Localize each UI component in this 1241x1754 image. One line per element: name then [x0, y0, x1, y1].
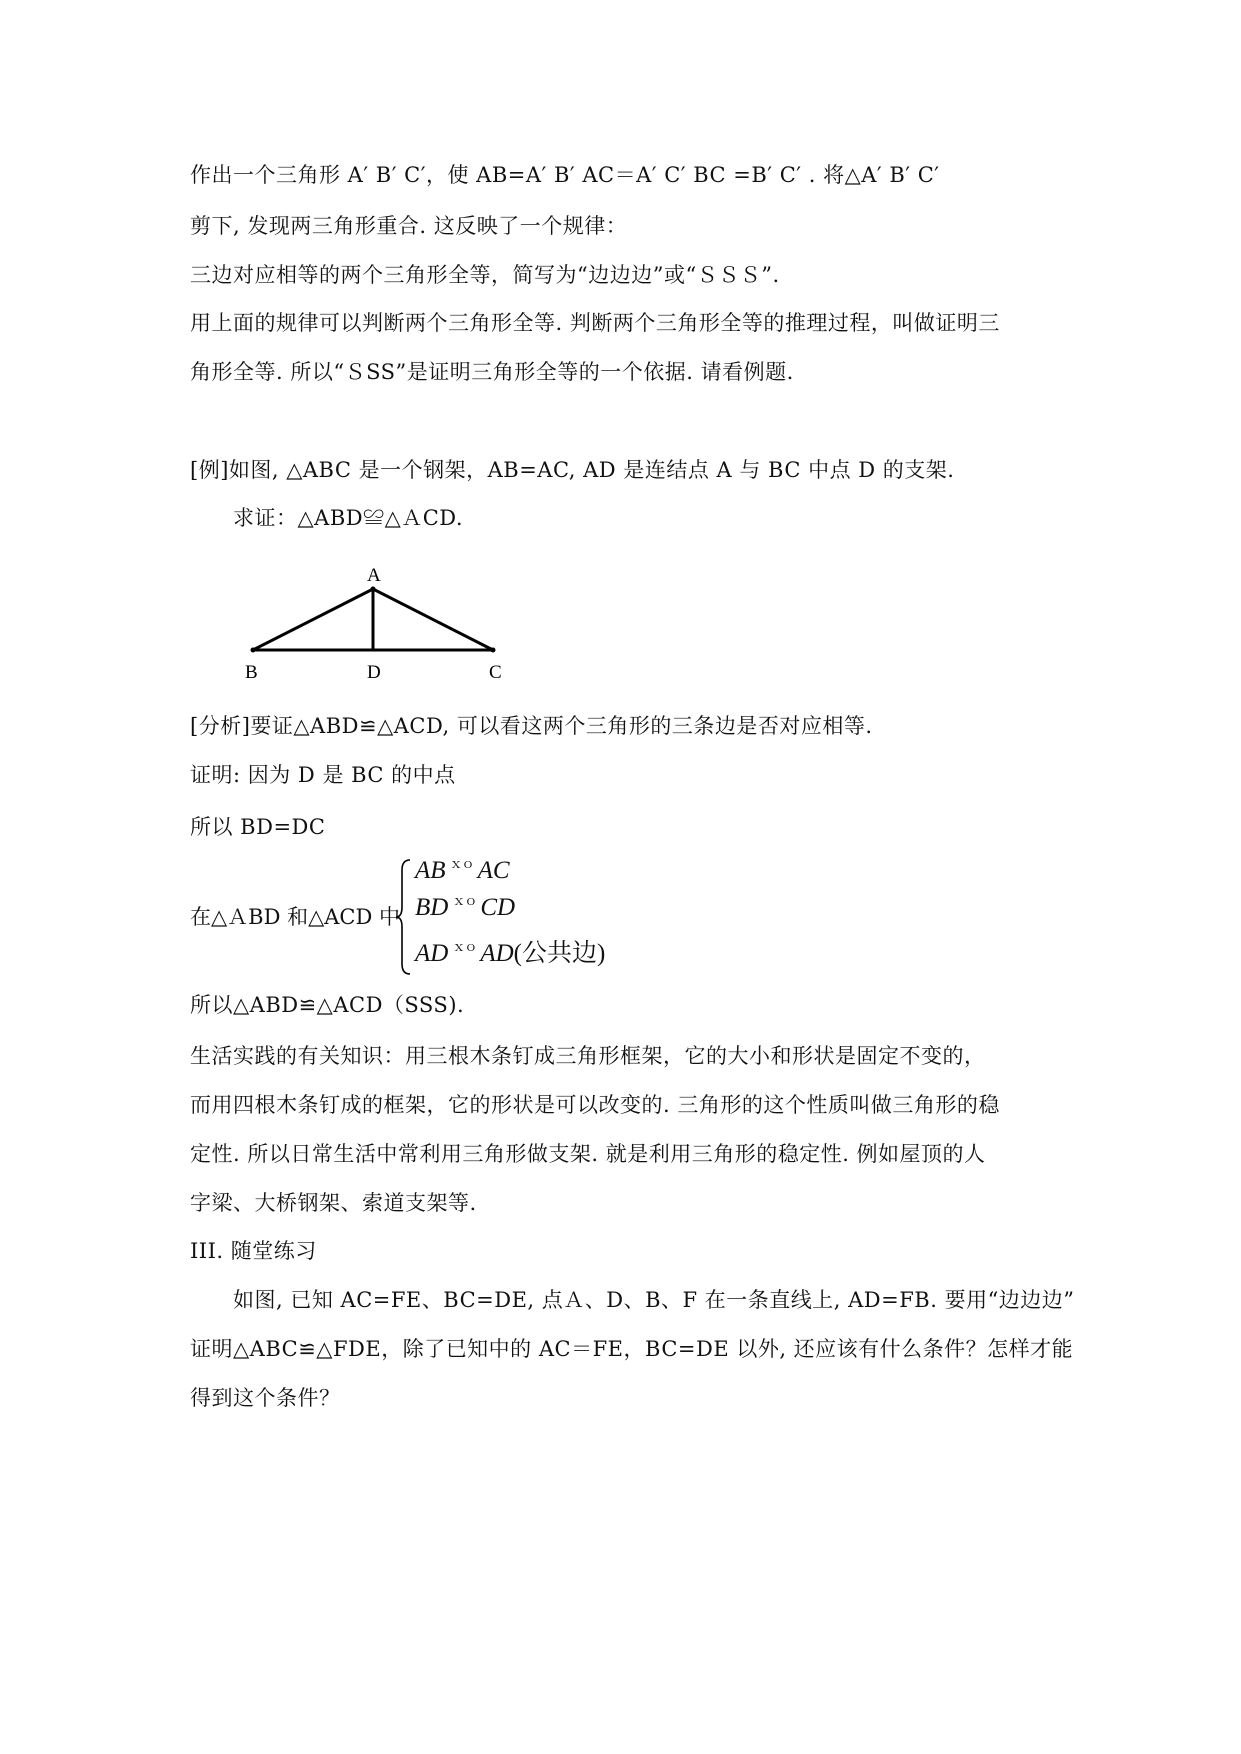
doc-line-4: 用上面的规律可以判断两个三角形全等. 判断两个三角形全等的推理过程，叫做证明三 [190, 311, 1000, 335]
relation-symbol: ｘｏ [452, 893, 477, 908]
eq-left: AD [415, 940, 449, 967]
equation-row [415, 857, 510, 885]
point-c [491, 648, 496, 653]
eq-right: AC [477, 857, 510, 884]
triangle-figure [245, 560, 505, 690]
proof-line-2: 所以 BD=DC [190, 815, 326, 839]
segment-ab [253, 589, 373, 650]
label-b: B [245, 662, 258, 683]
example-statement: [例]如图, △ABC 是一个钢架，AB=AC, AD 是连结点 A 与 BC 中点 D 的支架. [190, 458, 955, 482]
conclusion-line: 所以△ABD≌△ACD（SSS). [190, 993, 465, 1017]
doc-line-1: 作出一个三角形 A′ B′ C′，使 AB=A′ B′ AC＝A′ C′ BC =B′ C′ . 将△A′ B′ C′ [190, 163, 940, 187]
doc-line-13: 而用四根木条钉成的框架，它的形状是可以改变的. 三角形的这个性质叫做三角形的稳 [190, 1093, 1000, 1117]
left-brace [395, 857, 413, 977]
doc-line-15: 字梁、大桥钢架、索道支架等. [190, 1191, 477, 1215]
analysis-line: [分析]要证△ABD≌△ACD, 可以看这两个三角形的三条边是否对应相等. [190, 714, 873, 738]
relation-symbol: ｘｏ [449, 856, 474, 871]
doc-line-5: 角形全等. 所以“ＳSS”是证明三角形全等的一个依据. 请看例题. [190, 360, 794, 384]
relation-symbol: ｘｏ [452, 939, 477, 954]
segment-ac [373, 589, 493, 650]
doc-line-2: 剪下, 发现两三角形重合. 这反映了一个规律： [190, 214, 628, 238]
exercise-line-1: 如图, 已知 AC=FE、BC=DE, 点Ａ、D、B、F 在一条直线上, AD=FB. 要用“边边边” [233, 1288, 1075, 1312]
eq-right: AD [480, 940, 514, 967]
label-a: A [367, 565, 381, 586]
label-c: C [489, 662, 502, 683]
eq-right: CD [480, 894, 516, 921]
point-b [251, 648, 256, 653]
eq-note: (公共边) [513, 940, 606, 967]
doc-line-12: 生活实践的有关知识：用三根木条钉成三角形框架，它的大小和形状是固定不变的， [190, 1044, 986, 1068]
point-a [371, 587, 376, 592]
proof-line-1: 证明: 因为 D 是 BC 的中点 [190, 763, 456, 787]
equation-row [415, 894, 515, 922]
system-label: 在△ＡBD 和△ACD 中 [190, 905, 400, 929]
eq-left: BD [415, 894, 449, 921]
exercise-line-3: 得到这个条件？ [190, 1386, 341, 1410]
equation-row [415, 933, 605, 969]
label-d: D [367, 662, 381, 683]
section-heading: III. 随堂练习 [190, 1239, 317, 1263]
doc-line-14: 定性. 所以日常生活中常利用三角形做支架. 就是利用三角形的稳定性. 例如屋顶的人 [190, 1142, 986, 1166]
exercise-line-2: 证明△ABC≌△FDE，除了已知中的 AC＝FE，BC=DE 以外, 还应该有什么条件？怎样才能 [190, 1337, 1074, 1361]
prove-goal: 求证：△ABD≌△ＡCD. [233, 506, 464, 530]
eq-left: AB [415, 857, 446, 884]
doc-line-3: 三边对应相等的两个三角形全等，简写为“边边边”或“ＳＳＳ”. [190, 263, 780, 287]
